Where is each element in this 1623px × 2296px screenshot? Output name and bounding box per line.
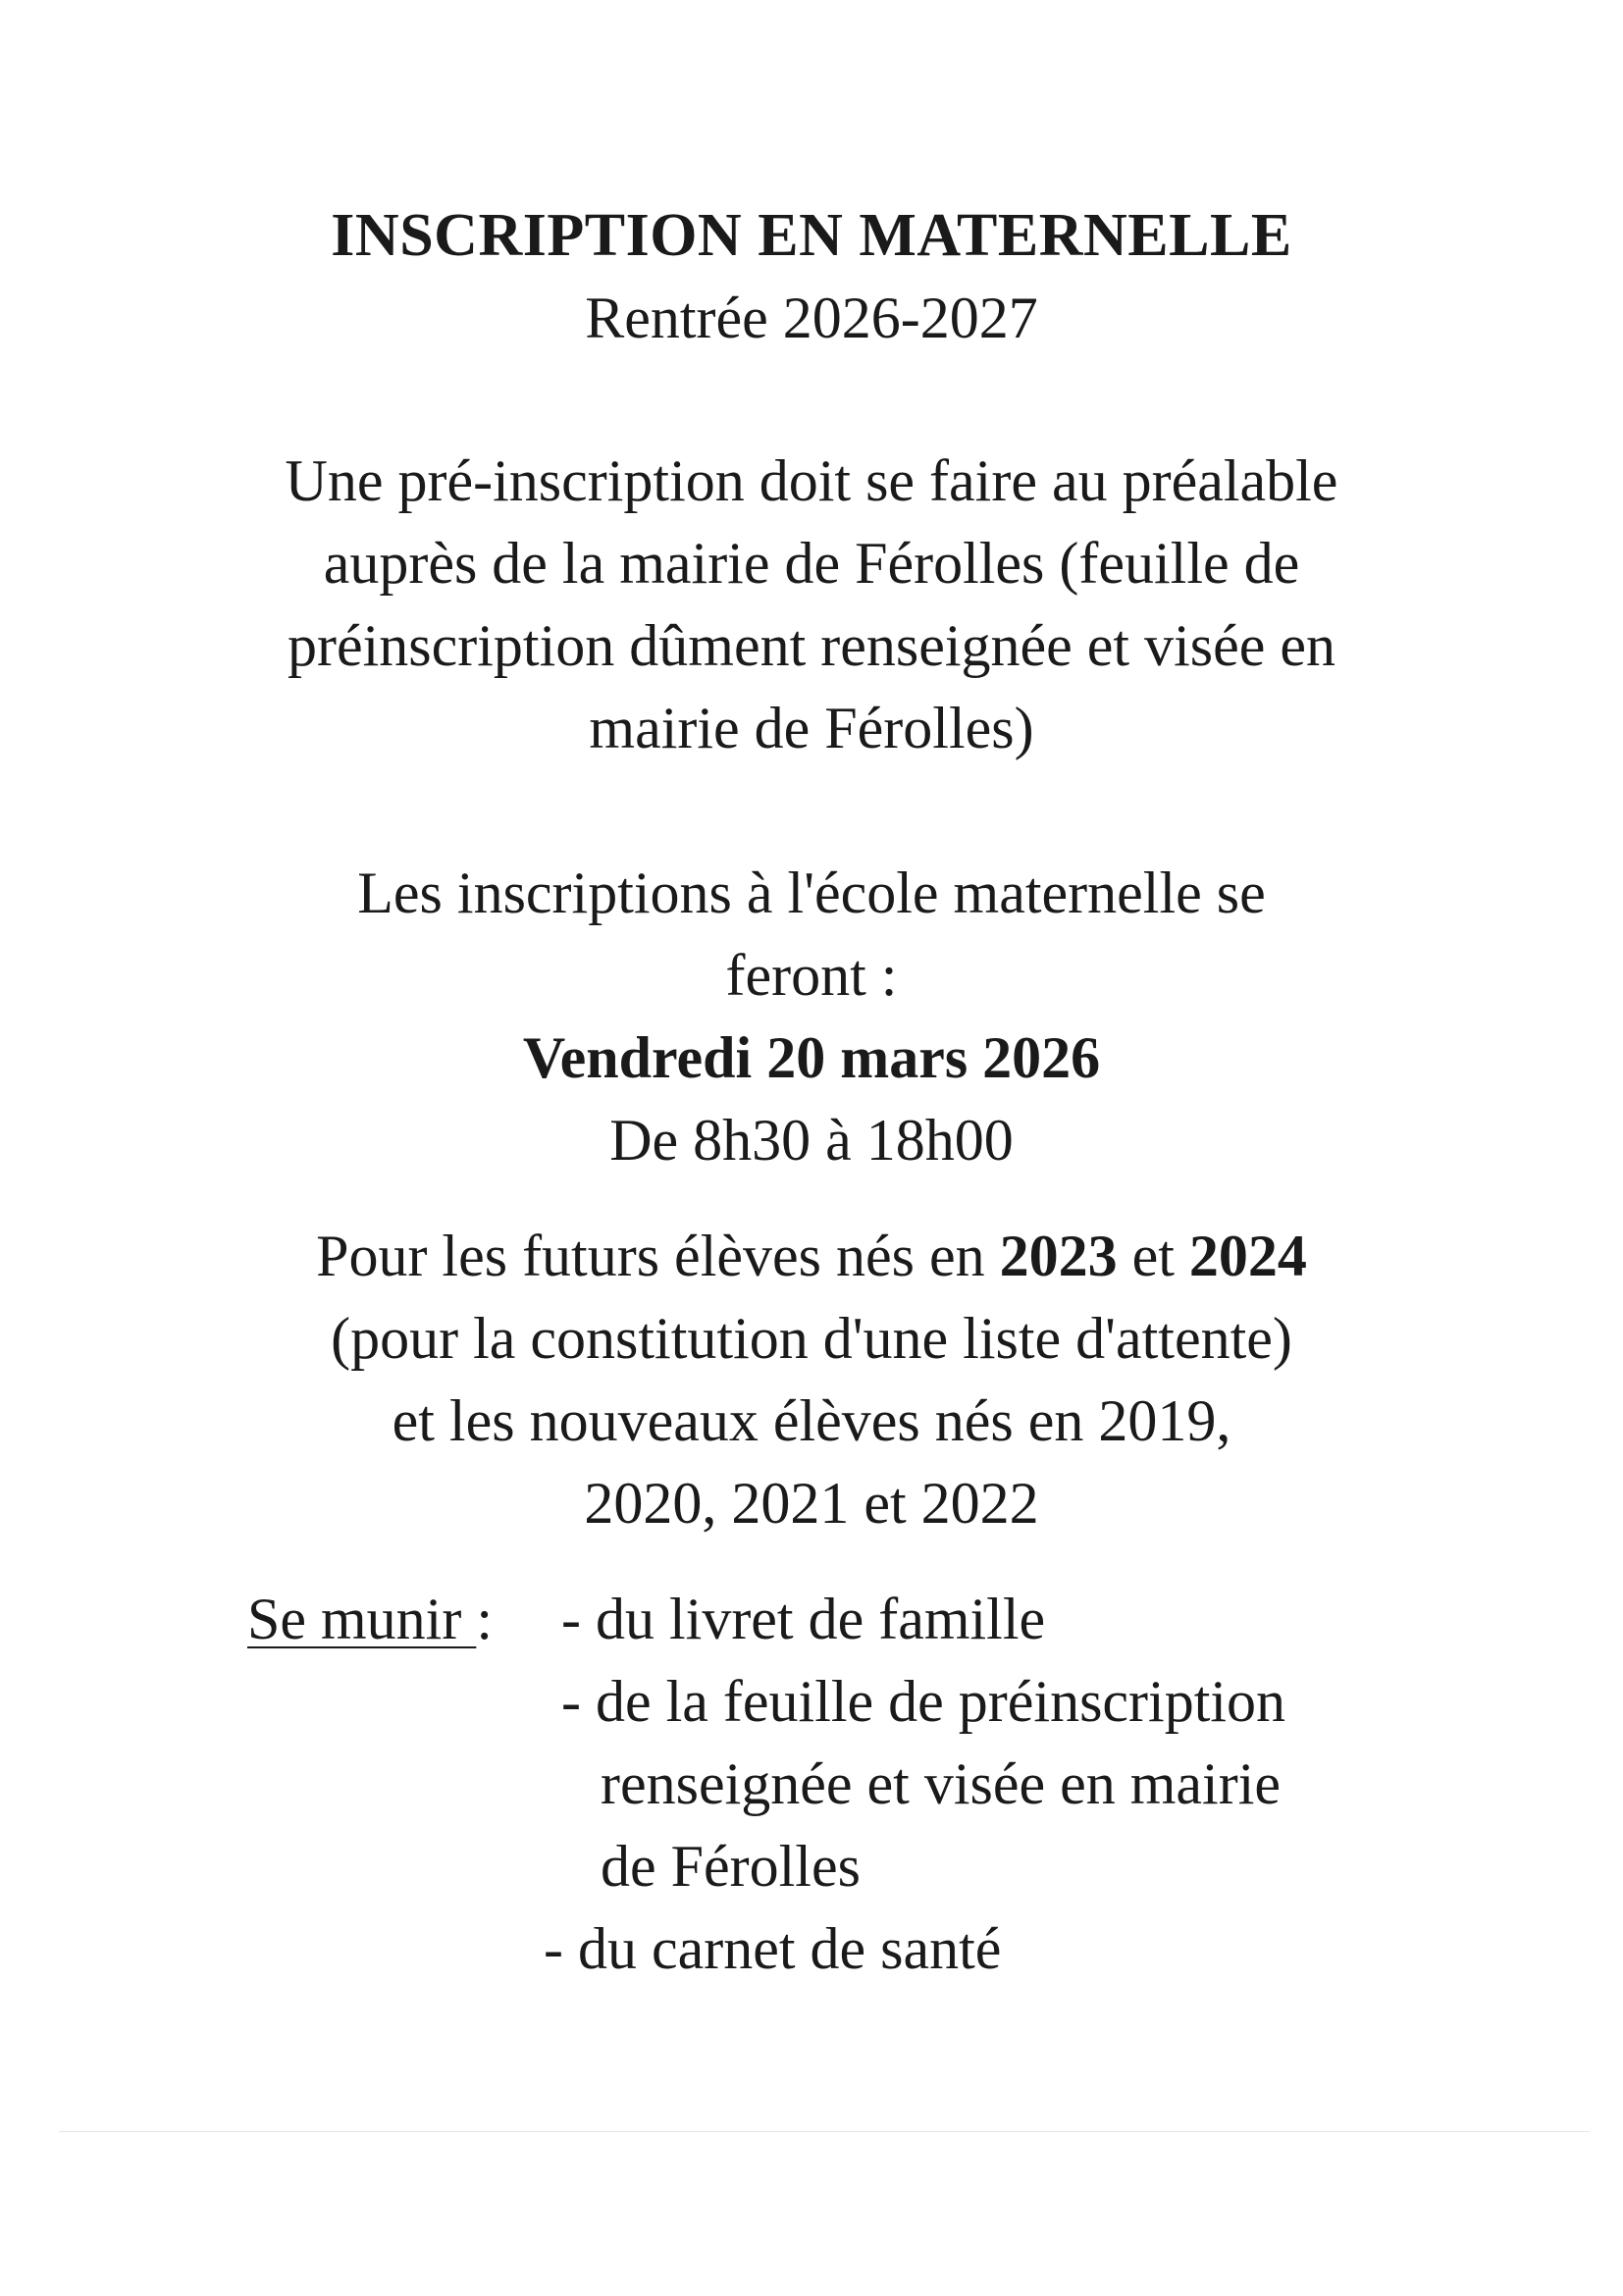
documents-label: Se munir <box>247 1587 477 1651</box>
preinscription-line-4: mairie de Férolles) <box>589 696 1034 760</box>
inscription-date: Vendredi 20 mars 2026 <box>522 1025 1101 1090</box>
documents-item-1: - du livret de famille <box>561 1587 1046 1651</box>
eligibility-line-2: (pour la constitution d'une liste d'attente) <box>331 1306 1292 1371</box>
documents-label-group <box>247 1578 493 1660</box>
preinscription-line-3: préinscription dûment renseignée et visée en <box>288 613 1335 678</box>
page-subtitle: Rentrée 2026-2027 <box>585 286 1038 350</box>
eligibility-year-2023: 2023 <box>999 1224 1118 1288</box>
eligibility-mid: et <box>1117 1224 1189 1288</box>
documents-item-2: - de la feuille de préinscription <box>561 1669 1286 1734</box>
documents-item-3: - du carnet de santé <box>544 1916 1002 1981</box>
inscription-hours: De 8h30 à 18h00 <box>609 1108 1014 1173</box>
eligibility-prefix: Pour les futurs élèves nés en <box>316 1224 1000 1288</box>
scan-divider <box>59 2131 1590 2132</box>
preinscription-line-2: auprès de la mairie de Férolles (feuille de <box>323 531 1300 596</box>
eligibility-year-2024: 2024 <box>1188 1224 1307 1288</box>
eligibility-line-3: et les nouveaux élèves nés en 2019, <box>392 1388 1231 1453</box>
inscriptions-intro-line-1: Les inscriptions à l'école maternelle se <box>357 861 1266 925</box>
inscriptions-intro-line-2: feront : <box>725 943 898 1008</box>
documents-item-2-cont-2: de Férolles <box>601 1834 861 1899</box>
preinscription-line-1: Une pré-inscription doit se faire au préalable <box>285 448 1338 513</box>
eligibility-line-1 <box>0 1215 1623 1297</box>
documents-item-2-cont-1: renseignée et visée en mairie <box>601 1751 1281 1816</box>
documents-colon: : <box>476 1587 493 1651</box>
page-title: INSCRIPTION EN MATERNELLE <box>331 202 1292 269</box>
eligibility-line-4: 2020, 2021 et 2022 <box>584 1471 1039 1536</box>
